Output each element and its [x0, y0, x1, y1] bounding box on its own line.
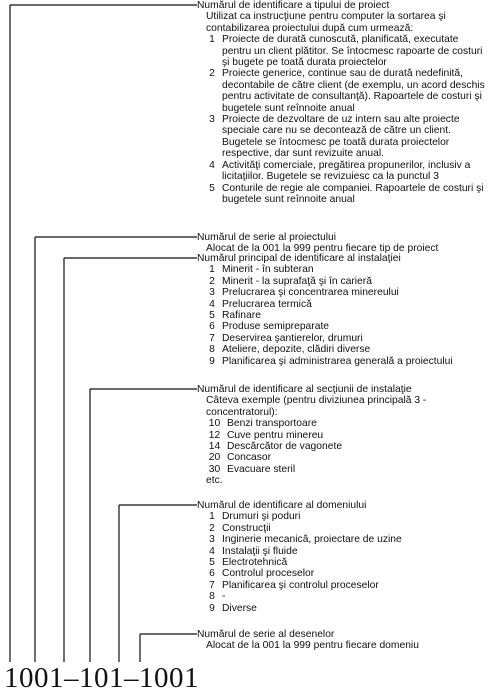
list-item	[206, 183, 487, 206]
list-item	[206, 356, 487, 367]
item-text: Cuve pentru minereu	[227, 429, 324, 441]
item-number: 8	[209, 591, 215, 603]
item-text: Minerit - la suprafaţă şi în carieră	[222, 275, 372, 287]
list-item	[206, 321, 487, 332]
item-text: Instalaţii şi fluide	[222, 545, 298, 557]
item-number: 6	[209, 321, 215, 333]
item-number: 14	[208, 441, 221, 453]
item-text: Drumuri şi poduri	[222, 511, 301, 523]
section-title: Numărul de identificare al domeniului	[197, 500, 367, 511]
item-text: Prelucrarea termică	[222, 298, 312, 310]
section-outro: etc.	[206, 475, 223, 487]
section-intro: Câteva exemple (pentru diviziunea principală 3 - concentratorul):	[206, 395, 427, 418]
list-item	[206, 534, 487, 545]
item-text: Produse semipreparate	[222, 321, 330, 333]
item-text: Concasor	[227, 452, 272, 464]
item-number: 6	[209, 568, 215, 580]
item-text: Proiecte generice, continue sau de durată nedefinită, decontabile de către client (de exemplu, un acord deschis pentru activitate de consultanţă). Rapoartele de costuri şi bugetele sunt reînnoite anual	[222, 68, 485, 114]
section-project-type	[197, 0, 487, 205]
list-item	[206, 511, 487, 522]
item-number: 30	[208, 463, 221, 475]
list-item	[206, 591, 487, 602]
item-text: Rafinare	[222, 310, 261, 322]
section-title: Numărul de serie al desenelor	[197, 629, 335, 640]
item-text: Proiecte de durată cunoscută, planificată, executate pentru un client plătitor. Se întocmesc rapoarte de costuri şi bugete pe toată durata proiectelor	[222, 34, 483, 69]
item-number: 5	[209, 310, 215, 322]
item-list	[206, 34, 487, 205]
list-item	[206, 523, 487, 534]
section-title: Numărul de identificare al secţiunii de instalaţie	[197, 384, 412, 395]
list-item	[206, 441, 487, 452]
list-item	[206, 34, 487, 68]
item-number: 5	[209, 182, 215, 194]
item-text: Conturile de regie ale companiei. Rapoartele de costuri şi bugetele sunt reînnoite anual	[222, 182, 484, 205]
item-text: Descărcător de vagonete	[227, 441, 343, 453]
item-list	[206, 264, 487, 367]
list-item	[206, 68, 487, 114]
list-item	[206, 310, 487, 321]
section-intro: Alocat de la 001 la 999 pentru fiecare domeniu	[206, 640, 419, 652]
item-number: 3	[209, 114, 215, 126]
list-item	[206, 452, 487, 463]
item-number: 2	[209, 275, 215, 287]
item-number: 12	[208, 429, 221, 441]
item-number: 3	[209, 287, 215, 299]
section-title: Numărul de serie al proiectului	[197, 232, 337, 243]
item-text: Minerit - în subteran	[222, 264, 314, 276]
item-text: Activităţi comerciale, pregătirea propunerilor, inclusiv a licitaţiilor. Bugetele se revizuiesc ca la punctul 3	[222, 159, 471, 183]
item-number: 7	[209, 579, 215, 591]
list-item	[206, 580, 487, 591]
item-text: Diverse	[222, 602, 257, 614]
item-number: 5	[209, 557, 215, 569]
item-text: Planificarea şi controlul proceselor	[222, 579, 379, 591]
list-item	[206, 160, 487, 183]
section-intro: Alocat de la 001 la 999 pentru fiecare tip de proiect	[206, 243, 439, 255]
item-number: 9	[209, 602, 215, 614]
item-number: 2	[209, 522, 215, 534]
section-title: Numărul de identificare a tipului de proiect	[197, 0, 390, 11]
item-number: 4	[209, 545, 215, 557]
section-project-serial	[197, 232, 487, 255]
item-number: 4	[209, 298, 215, 310]
list-item	[206, 333, 487, 344]
item-text: Proiecte de dezvoltare de uz intern sau alte proiecte speciale care nu se decontează de către un client. Bugetele se întocmesc pe toată durata proiectelor respective, dar sunt revizuite anual.	[222, 114, 460, 160]
item-number: 1	[209, 34, 215, 46]
item-text: Ateliere, depozite, clădiri diverse	[222, 344, 371, 356]
list-item	[206, 287, 487, 298]
item-number: 1	[209, 511, 215, 523]
list-item	[206, 546, 487, 557]
item-list	[206, 511, 487, 614]
item-text: -	[222, 591, 226, 603]
item-text: Evacuare steril	[227, 463, 296, 475]
item-number: 1	[209, 264, 215, 276]
item-text: Deservirea şantierelor, drumuri	[222, 332, 363, 344]
item-list	[206, 418, 487, 475]
section-drawing-serial	[197, 629, 487, 652]
item-number: 4	[209, 159, 215, 171]
list-item	[206, 557, 487, 568]
list-item	[206, 418, 487, 429]
item-number: 3	[209, 534, 215, 546]
list-item	[206, 568, 487, 579]
item-text: Planificarea şi administrarea generală a proiectului	[222, 355, 453, 367]
list-item	[206, 464, 487, 475]
item-text: Prelucrarea şi concentrarea minereului	[222, 287, 399, 299]
list-item	[206, 114, 487, 160]
list-item	[206, 276, 487, 287]
section-installation-main	[197, 253, 487, 367]
item-text: Construcţii	[222, 522, 271, 534]
list-item	[206, 264, 487, 275]
section-intro: Utilizat ca instrucţiune pentru computer la sortarea şi contabilizarea proiectului după cum urmează:	[206, 11, 446, 34]
item-text: Controlul proceselor	[222, 568, 315, 580]
item-number: 9	[209, 355, 215, 367]
section-installation-section	[197, 384, 487, 487]
item-number: 10	[208, 418, 221, 430]
section-domain	[197, 500, 487, 614]
item-text: Inginerie mecanică, proiectare de uzine	[222, 534, 402, 546]
item-number: 2	[209, 68, 215, 80]
list-item	[206, 430, 487, 441]
section-title: Numărul principal de identificare al instalaţiei	[197, 253, 401, 264]
list-item	[206, 603, 487, 614]
item-text: Benzi transportoare	[227, 418, 317, 430]
item-number: 7	[209, 332, 215, 344]
item-number: 20	[208, 452, 221, 464]
list-item	[206, 344, 487, 355]
item-number: 8	[209, 344, 215, 356]
item-text: Electrotehnică	[222, 557, 288, 569]
list-item	[206, 299, 487, 310]
code-number: 1001–101–1001	[4, 662, 199, 694]
